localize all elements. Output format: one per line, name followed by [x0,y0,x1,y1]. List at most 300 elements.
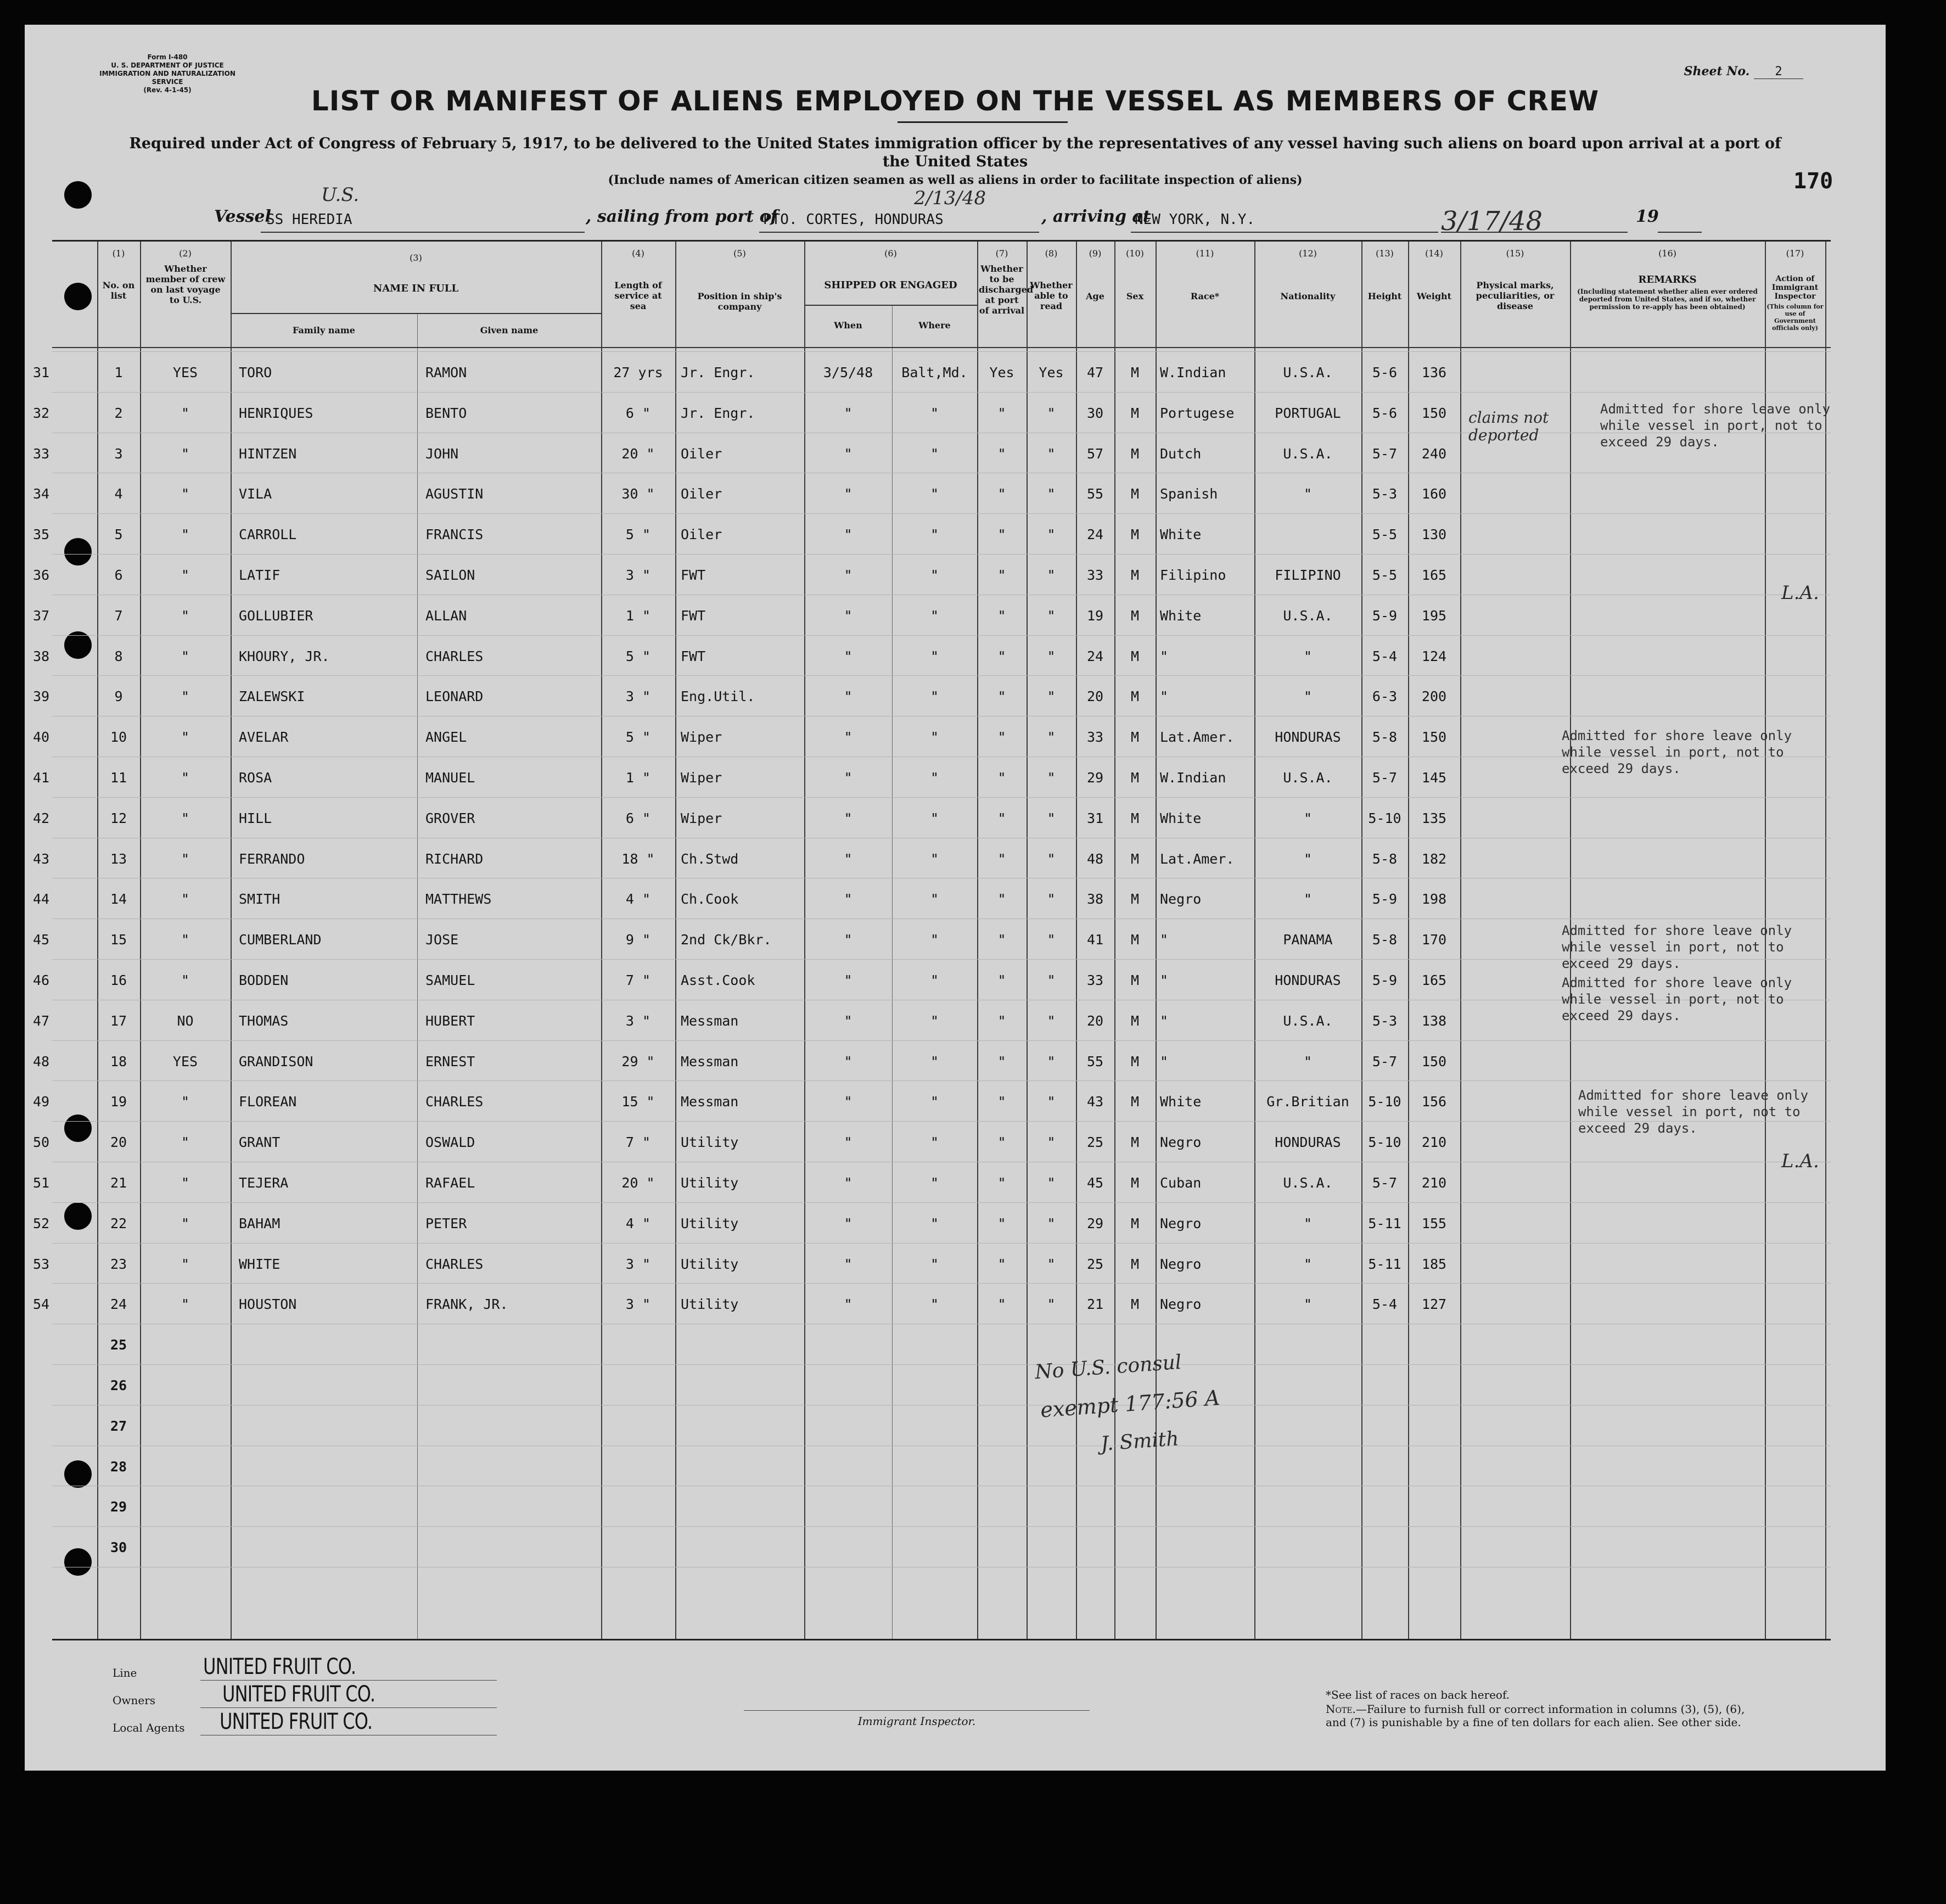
cell-when: " [844,729,853,746]
cell-sex: M [1130,688,1140,705]
cell-no: 17 [110,1012,127,1029]
cell-disch: " [997,648,1006,664]
cell-family: GRANDISON [239,1053,313,1069]
cell-crew: " [181,445,190,462]
given-name-header: Given name [480,325,539,335]
cell-nat: " [1303,1256,1313,1272]
cell-family: HOUSTON [239,1296,297,1313]
cell-where: " [930,770,939,786]
cell-service: 27 yrs [613,365,663,380]
cell-weight: 165 [1421,567,1447,583]
remark-shore-leave: Admitted for shore leave only while vessel in port, not to exceed 29 days. [1562,923,1792,971]
cell-crew: " [181,1256,190,1272]
cell-race: " [1160,688,1169,705]
cell-service: 5 " [625,729,651,746]
handwritten-arrival-date: 3/17/48 [1441,206,1543,237]
inspector-signature-line [744,1710,1090,1711]
cell-disch: " [997,1012,1006,1029]
cell-given: FRANCIS [425,527,484,543]
cell-position: Oiler [681,527,722,543]
cell-age: 33 [1086,729,1104,746]
cell-height: 5-4 [1372,1296,1398,1313]
sequence-number: 48 [32,1053,50,1069]
cell-age: 24 [1086,648,1104,664]
cell-family: FLOREAN [239,1094,297,1110]
page-number: 170 [1793,169,1833,194]
col9-label: Age [1086,291,1104,301]
cell-read: " [1047,567,1056,583]
cell-given: GROVER [425,810,475,826]
family-name-header: Family name [293,325,355,335]
cell-race: W.Indian [1160,365,1226,380]
arriving-port: NEW YORK, N.Y. [1135,211,1255,228]
cell-read: " [1047,1012,1056,1029]
cell-sex: M [1130,527,1140,543]
sequence-number: 34 [32,486,50,502]
cell-service: 3 " [625,1012,651,1029]
col16-label: REMARKS [1638,274,1697,285]
cell-service: 7 " [625,1134,651,1151]
cell-nat: U.S.A. [1283,1175,1333,1191]
cell-position: FWT [681,648,706,664]
cell-race: Lat.Amer. [1160,729,1235,746]
cell-when: " [844,527,853,543]
row-rule [52,1040,1831,1041]
cell-race: Filipino [1160,567,1226,583]
row-rule [52,635,1831,636]
cell-sex: M [1130,1094,1140,1110]
cell-when: " [844,1094,853,1110]
cell-read: " [1047,1053,1056,1069]
cell-nat: FILIPINO [1275,567,1341,583]
cell-no: 12 [110,810,127,826]
cell-disch: " [997,850,1006,867]
cell-nat: " [1303,1053,1313,1069]
cell-given: ANGEL [425,729,467,746]
cell-when: " [844,1215,853,1231]
cell-disch: " [997,1175,1006,1191]
col1-num: (1) [112,248,125,259]
cell-disch: " [997,1215,1006,1231]
cell-when: " [844,1296,853,1313]
sequence-number: 43 [32,850,50,867]
cell-disch: " [997,1134,1006,1151]
cell-disch: " [997,810,1006,826]
empty-row-number: 27 [110,1418,127,1434]
cell-family: CUMBERLAND [239,932,322,948]
arriving-label: , arriving at [1041,207,1151,226]
cell-weight: 165 [1421,972,1447,988]
cell-family: LATIF [239,567,281,583]
line-underline [200,1680,497,1681]
cell-age: 30 [1086,405,1104,421]
cell-no: 21 [110,1175,127,1191]
penalty-note [1326,1703,1765,1729]
sequence-number: 52 [32,1215,50,1231]
sheet-value: 2 [1754,65,1803,79]
cell-given: ERNEST [425,1053,475,1069]
cell-height: 5-7 [1372,770,1398,786]
where-header: Where [918,320,951,331]
cell-no: 7 [114,607,123,624]
cell-when: " [844,607,853,624]
document-title: LIST OR MANIFEST OF ALIENS EMPLOYED ON THE VESSEL AS MEMBERS OF CREW [311,85,1600,117]
cell-disch: " [997,445,1006,462]
vessel-label: Vessel [214,207,271,226]
cell-race: W.Indian [1160,770,1226,786]
sequence-number: 36 [32,567,50,583]
cell-disch: " [997,891,1006,908]
row-rule [52,513,1831,514]
cell-given: MATTHEWS [425,891,492,908]
cell-where: " [930,1215,939,1231]
cell-race: Lat.Amer. [1160,850,1235,867]
sequence-number: 35 [32,527,50,543]
cell-age: 47 [1086,365,1104,380]
cell-position: Wiper [681,770,722,786]
cell-given: ALLAN [425,607,467,624]
cell-disch: " [997,1256,1006,1272]
cell-given: JOSE [425,932,459,948]
cell-age: 43 [1086,1094,1104,1110]
sequence-number: 46 [32,972,50,988]
manifest-page [25,25,1886,1771]
cell-no: 14 [110,891,127,908]
cell-age: 55 [1086,1053,1104,1069]
cell-read: " [1047,972,1056,988]
row-rule [52,554,1831,555]
cell-family: VILA [239,486,272,502]
sequence-number: 51 [32,1175,50,1191]
cell-family: TEJERA [239,1175,289,1191]
cell-given: SAILON [425,567,475,583]
cell-crew: " [181,850,190,867]
cell-service: 7 " [625,972,651,988]
cell-family: ROSA [239,770,272,786]
cell-height: 5-11 [1368,1256,1401,1272]
cell-read: " [1047,729,1056,746]
col15-label: Physical marks, peculiarities, or disease [1476,280,1555,311]
cell-no: 24 [110,1296,127,1313]
cell-no: 8 [114,648,123,664]
cell-position: Asst.Cook [681,972,755,988]
cell-position: Messman [681,1053,739,1069]
cell-where: " [930,1256,939,1272]
cell-when: " [844,1256,853,1272]
cell-race: Negro [1160,1256,1202,1272]
col7-num: (7) [995,248,1008,259]
cell-race: " [1160,648,1169,664]
cell-disch: " [997,972,1006,988]
cell-where: " [930,1012,939,1029]
cell-nat: U.S.A. [1283,445,1333,462]
cell-given: BENTO [425,405,467,421]
cell-family: ZALEWSKI [239,688,305,705]
cell-service: 3 " [625,567,651,583]
row-rule [52,351,1831,352]
cell-service: 5 " [625,527,651,543]
cell-given: LEONARD [425,688,484,705]
cell-height: 5-7 [1372,1175,1398,1191]
cell-age: 31 [1086,810,1104,826]
cell-crew: " [181,932,190,948]
cell-position: Jr. Engr. [681,365,755,380]
cell-crew: " [181,688,190,705]
cell-position: Wiper [681,729,722,746]
cell-age: 25 [1086,1134,1104,1151]
cell-crew: " [181,527,190,543]
cell-height: 5-11 [1368,1215,1401,1231]
col5-label: Position in ship's company [697,291,782,312]
cell-when: " [844,891,853,908]
handwritten-exempt-note: exempt 177:56 A [1039,1385,1221,1423]
cell-service: 6 " [625,405,651,421]
cell-race: White [1160,810,1202,826]
cell-disch: " [997,607,1006,624]
cell-disch: " [997,729,1006,746]
remark-shore-leave: Admitted for shore leave only while vessel in port, not to exceed 29 days. [1562,728,1792,776]
col16-num: (16) [1658,248,1676,259]
sailing-port: PTO. CORTES, HONDURAS [763,211,944,228]
row-rule [52,1080,1831,1081]
cell-crew: " [181,1094,190,1110]
cell-given: SAMUEL [425,972,475,988]
sequence-number: 39 [32,688,50,705]
cell-given: CHARLES [425,648,484,664]
cell-race: Negro [1160,891,1202,908]
cell-sex: M [1130,1175,1140,1191]
col15-num: (15) [1506,248,1524,259]
cell-position: Ch.Cook [681,891,739,908]
cell-sex: M [1130,729,1140,746]
cell-given: HUBERT [425,1012,475,1029]
cell-weight: 155 [1421,1215,1447,1231]
cell-no: 19 [110,1094,127,1110]
cell-family: FERRANDO [239,850,305,867]
cell-disch: " [997,486,1006,502]
vessel-name: SS HEREDIA [266,211,352,228]
cell-sex: M [1130,850,1140,867]
cell-nat: U.S.A. [1283,770,1333,786]
cell-race: Spanish [1160,486,1218,502]
empty-row-number: 29 [110,1499,127,1515]
owners-label: Owners [113,1694,156,1707]
cell-position: Utility [681,1296,739,1313]
cell-race: Portugese [1160,405,1235,421]
cell-age: 57 [1086,445,1104,462]
cell-service: 9 " [625,932,651,948]
col12-label: Nationality [1280,291,1336,301]
cell-where: " [930,1296,939,1313]
cell-crew: " [181,648,190,664]
cell-crew: YES [172,1053,198,1069]
cell-nat: " [1303,688,1313,705]
cell-position: Eng.Util. [681,688,755,705]
cell-race: Dutch [1160,445,1202,462]
cell-race: " [1160,972,1169,988]
cell-sex: M [1130,1134,1140,1151]
sheet-number [1684,64,1803,79]
cell-family: GRANT [239,1134,281,1151]
cell-weight: 195 [1421,607,1447,624]
cell-crew: " [181,891,190,908]
cell-family: WHITE [239,1256,281,1272]
cell-height: 5-7 [1372,1053,1398,1069]
cell-crew: " [181,1134,190,1151]
cell-given: CHARLES [425,1256,484,1272]
sequence-number: 50 [32,1134,50,1151]
cell-where: " [930,607,939,624]
cell-age: 55 [1086,486,1104,502]
cell-sex: M [1130,567,1140,583]
cell-service: 3 " [625,1256,651,1272]
cell-crew: " [181,810,190,826]
cell-race: Negro [1160,1296,1202,1313]
cell-when: " [844,972,853,988]
cell-when: " [844,1012,853,1029]
cell-given: AGUSTIN [425,486,484,502]
cell-no: 20 [110,1134,127,1151]
cell-where: " [930,1053,939,1069]
cell-service: 18 " [621,850,655,867]
col14-label: Weight [1416,291,1452,301]
cell-position: 2nd Ck/Bkr. [681,932,772,948]
cell-sex: M [1130,770,1140,786]
cell-when: " [844,850,853,867]
cell-read: " [1047,1094,1056,1110]
cell-when: " [844,1053,853,1069]
cell-weight: 130 [1421,527,1447,543]
remark-shore-leave: Admitted for shore leave only while vessel in port, not to exceed 29 days. [1562,975,1792,1023]
cell-read: " [1047,1215,1056,1231]
inspector-label: Immigrant Inspector. [857,1715,976,1728]
cell-position: Oiler [681,486,722,502]
cell-where: " [930,850,939,867]
cell-disch: " [997,405,1006,421]
cell-disch: " [997,688,1006,705]
cell-service: 4 " [625,891,651,908]
col6-label: SHIPPED OR ENGAGED [824,279,957,291]
cell-read: " [1047,1296,1056,1313]
cell-where: " [930,891,939,908]
handwritten-sailing-date: 2/13/48 [914,187,986,209]
handwritten-la: L.A. [1781,582,1819,604]
row-rule [52,1243,1831,1244]
cell-weight: 182 [1421,850,1447,867]
sequence-number: 38 [32,648,50,664]
cell-race: " [1160,1053,1169,1069]
cell-family: HINTZEN [239,445,297,462]
form-number: Form I-480 [147,53,188,61]
empty-row-number: 30 [110,1539,127,1556]
cell-family: CARROLL [239,527,297,543]
cell-position: FWT [681,567,706,583]
cell-when: " [844,1175,853,1191]
cell-read: " [1047,810,1056,826]
year-label: 19 [1636,207,1659,226]
cell-race: White [1160,527,1202,543]
agents-company: UNITED FRUIT CO. [220,1709,373,1734]
cell-nat: " [1303,810,1313,826]
agents-label: Local Agents [113,1721,185,1734]
row-rule [52,1202,1831,1203]
cell-where: " [930,729,939,746]
cell-crew: " [181,972,190,988]
line-label: Line [113,1666,137,1679]
cell-weight: 160 [1421,486,1447,502]
cell-nat: PORTUGAL [1275,405,1341,421]
cell-sex: M [1130,1012,1140,1029]
cell-family: HILL [239,810,272,826]
col10-num: (10) [1126,248,1144,259]
cell-age: 38 [1086,891,1104,908]
cell-weight: 124 [1421,648,1447,664]
revision: (Rev. 4-1-45) [143,86,192,94]
col7-label: Whether to be discharged at port of arrival [979,264,1033,316]
empty-row-number: 26 [110,1377,127,1393]
cell-when: " [844,405,853,421]
handwritten-la: L.A. [1781,1150,1819,1172]
cell-crew: " [181,1215,190,1231]
cell-age: 33 [1086,972,1104,988]
cell-race: " [1160,932,1169,948]
cell-when: " [844,770,853,786]
cell-when: " [844,445,853,462]
note-text: —Failure to furnish full or correct information in columns (3), (5), (6), and (7) is punishable by a fine of ten dollars for each alien. See other side. [1326,1703,1745,1729]
cell-height: 5-8 [1372,850,1398,867]
cell-age: 21 [1086,1296,1104,1313]
row-rule [52,1364,1831,1365]
line-company: UNITED FRUIT CO. [203,1654,356,1679]
col2-label: Whether member of crew on last voyage to U.S. [145,264,226,305]
sequence-number: 42 [32,810,50,826]
cell-given: RAMON [425,365,467,380]
sequence-number: 45 [32,932,50,948]
cell-nat: HONDURAS [1275,1134,1341,1151]
cell-given: FRANK, JR. [425,1296,508,1313]
department: U. S. DEPARTMENT OF JUSTICE [111,61,224,69]
col4-num: (4) [632,248,644,259]
cell-height: 5-8 [1372,932,1398,948]
cell-family: TORO [239,365,272,380]
sailing-label: , sailing from port of [586,207,778,226]
cell-weight: 150 [1421,405,1447,421]
cell-no: 13 [110,850,127,867]
cell-service: 20 " [621,1175,655,1191]
cell-sex: M [1130,891,1140,908]
document-subnote: (Include names of American citizen seamen as well as aliens in order to facilitate inspection of aliens) [608,173,1303,187]
cell-age: 41 [1086,932,1104,948]
cell-service: 3 " [625,688,651,705]
cell-family: HENRIQUES [239,405,313,421]
row-rule [52,1526,1831,1527]
cell-sex: M [1130,486,1140,502]
cell-crew: " [181,1296,190,1313]
cell-no: 3 [114,445,123,462]
cell-no: 1 [114,365,123,380]
cell-nat: U.S.A. [1283,1012,1333,1029]
cell-crew: " [181,770,190,786]
cell-height: 5-7 [1372,445,1398,462]
cell-weight: 240 [1421,445,1447,462]
cell-sex: M [1130,932,1140,948]
cell-height: 5-9 [1372,607,1398,624]
cell-read: Yes [1039,365,1064,380]
cell-read: " [1047,688,1056,705]
col13-label: Height [1367,291,1402,301]
cell-weight: 145 [1421,770,1447,786]
sequence-number: 44 [32,891,50,908]
